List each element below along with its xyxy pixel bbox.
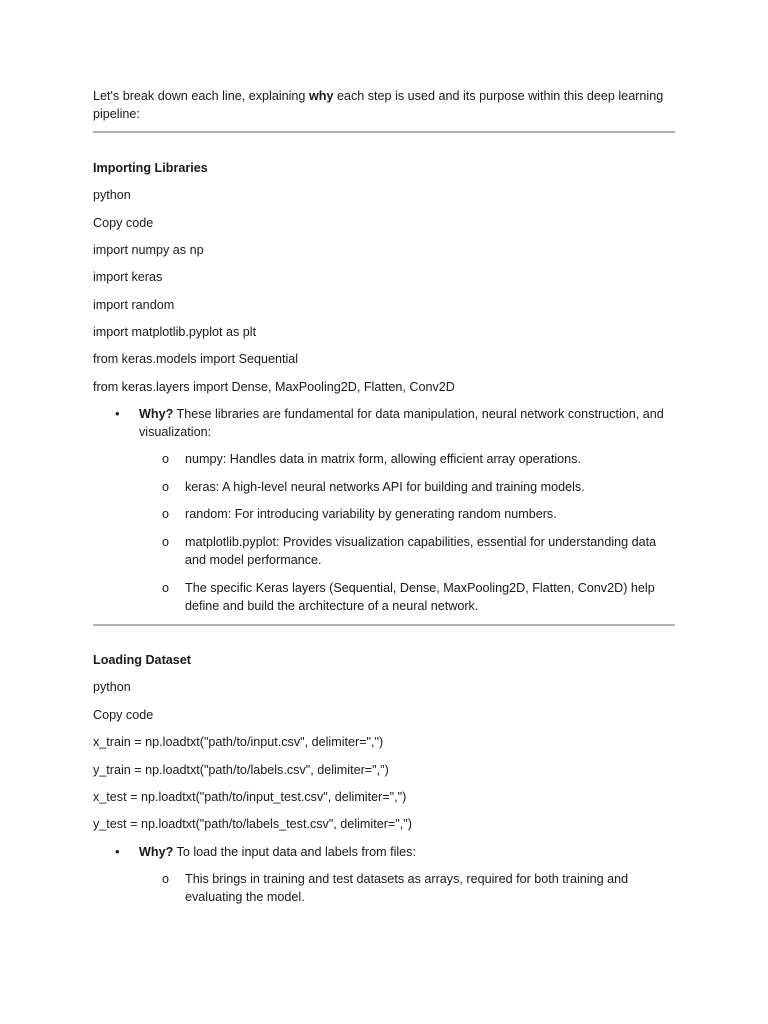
- why-label: Why?: [139, 407, 174, 421]
- why-label: Why?: [139, 845, 174, 859]
- sub-bullet-text: matplotlib.pyplot: Provides visualization capabilities, essential for understanding data and model performance.: [185, 535, 657, 567]
- section-heading-importing-libraries: Importing Libraries: [93, 161, 208, 175]
- sub-bullet-marker: o: [162, 507, 170, 521]
- code-line: import numpy as np: [93, 243, 204, 257]
- code-line: y_test = np.loadtxt("path/to/labels_test.csv", delimiter=","): [93, 817, 412, 831]
- bullet-marker: •: [115, 406, 120, 421]
- sub-bullet-marker: o: [162, 581, 170, 595]
- code-line: x_train = np.loadtxt("path/to/input.csv", delimiter=","): [93, 735, 384, 749]
- bullet-text: [139, 843, 669, 861]
- sub-bullet-marker: o: [162, 480, 170, 494]
- why-text: These libraries are fundamental for data manipulation, neural network construction, and visualization:: [139, 407, 664, 439]
- bullet-text: [139, 405, 669, 441]
- sub-bullet-text: This brings in training and test datasets as arrays, required for both training and evaluating the model.: [185, 872, 629, 904]
- code-line: x_test = np.loadtxt("path/to/input_test.csv", delimiter=","): [93, 790, 407, 804]
- intro-bold-why: why: [308, 89, 334, 103]
- sub-bullet-text: random: For introducing variability by generating random numbers.: [185, 507, 557, 521]
- sub-bullet-marker: o: [162, 535, 170, 549]
- copy-code-label: Copy code: [93, 708, 154, 722]
- code-line: from keras.models import Sequential: [93, 352, 299, 366]
- code-line: from keras.layers import Dense, MaxPooling2D, Flatten, Conv2D: [93, 380, 455, 394]
- code-language-label: python: [93, 188, 131, 202]
- sub-bullet-marker: o: [162, 872, 170, 886]
- code-line: y_train = np.loadtxt("path/to/labels.csv", delimiter=","): [93, 763, 389, 777]
- code-line: import matplotlib.pyplot as plt: [93, 325, 257, 339]
- horizontal-rule: [93, 131, 675, 133]
- sub-bullet-text: numpy: Handles data in matrix form, allowing efficient array operations.: [185, 452, 581, 466]
- sub-bullet-text: The specific Keras layers (Sequential, Dense, MaxPooling2D, Flatten, Conv2D) help define and build the architecture of a neural network.: [185, 581, 655, 613]
- bullet-marker: •: [115, 844, 120, 859]
- section-heading-loading-dataset: Loading Dataset: [93, 653, 191, 667]
- code-line: import random: [93, 298, 175, 312]
- intro-text-after: each step is used and its purpose within this deep learning pipeline:: [93, 89, 664, 121]
- sub-bullet-marker: o: [162, 452, 170, 466]
- code-language-label: python: [93, 680, 131, 694]
- intro-text-before: Let's break down each line, explaining: [93, 89, 309, 103]
- copy-code-label: Copy code: [93, 216, 154, 230]
- horizontal-rule: [93, 624, 675, 626]
- intro-paragraph: [93, 87, 673, 123]
- sub-bullet-text: keras: A high-level neural networks API for building and training models.: [185, 480, 585, 494]
- why-text: To load the input data and labels from files:: [173, 845, 416, 859]
- code-line: import keras: [93, 270, 163, 284]
